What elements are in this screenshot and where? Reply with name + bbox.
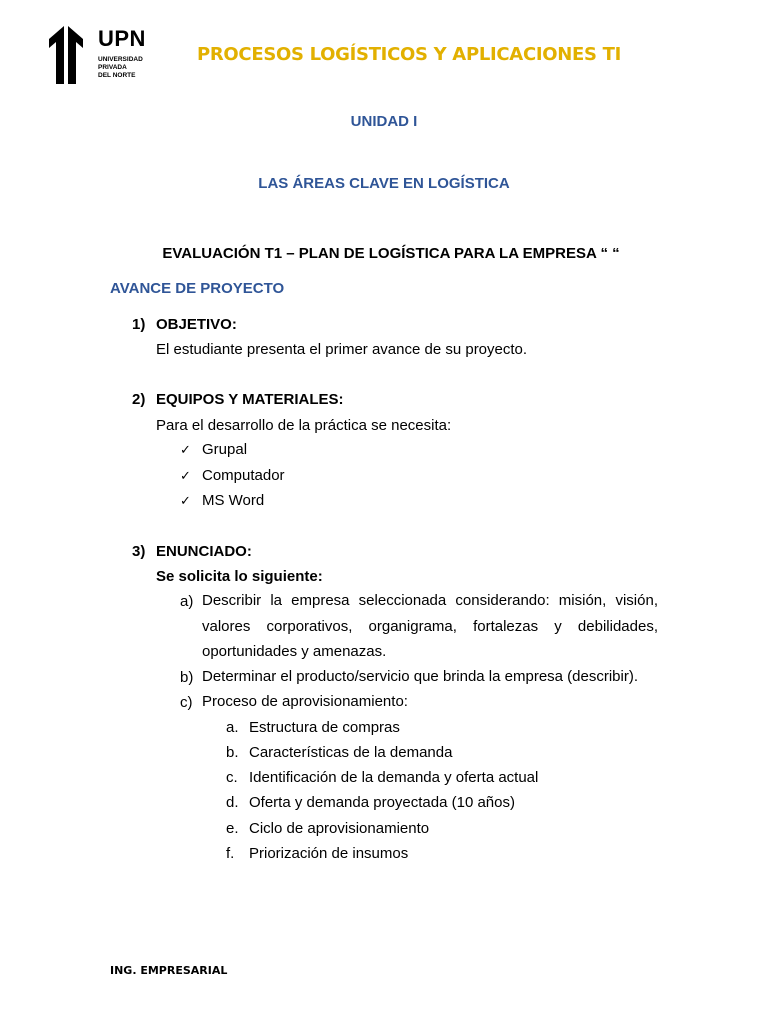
list-item: b) Determinar el producto/servicio que brinda la empresa (describir). bbox=[180, 668, 639, 686]
checkmark-icon: ✓ bbox=[180, 469, 191, 484]
list-item: c. Identificación de la demanda y oferta actual bbox=[226, 769, 539, 786]
section-title: AVANCE DE PROYECTO bbox=[110, 280, 285, 297]
list-item: e. Ciclo de aprovisionamiento bbox=[226, 820, 430, 837]
list-item: ✓ Computador bbox=[180, 467, 285, 484]
checkmark-icon: ✓ bbox=[180, 443, 191, 458]
enunciado-heading: 3) ENUNCIADO: bbox=[132, 543, 252, 560]
list-item: f. Priorización de insumos bbox=[226, 845, 409, 862]
list-item: ✓ MS Word bbox=[180, 492, 265, 509]
equipos-intro: Para el desarrollo de la práctica se necesita: bbox=[156, 417, 452, 434]
logo-subtitle: UNIVERSIDAD PRIVADA DEL NORTE bbox=[98, 56, 143, 79]
topic-title: LAS ÁREAS CLAVE EN LOGÍSTICA bbox=[258, 175, 510, 192]
unit-title: UNIDAD I bbox=[350, 113, 418, 130]
list-item: a. Estructura de compras bbox=[226, 719, 400, 736]
list-item: b. Características de la demanda bbox=[226, 744, 453, 761]
list-item: ✓ Grupal bbox=[180, 441, 248, 458]
course-title: PROCESOS LOGÍSTICOS Y APLICACIONES TI bbox=[196, 44, 622, 65]
equipos-heading: 2) EQUIPOS Y MATERIALES: bbox=[132, 391, 344, 408]
logo-word: UPN bbox=[98, 26, 146, 51]
footer-text: ING. EMPRESARIAL bbox=[110, 964, 228, 977]
evaluation-title: EVALUACIÓN T1 – PLAN DE LOGÍSTICA PARA LA EMPRESA “ “ bbox=[162, 245, 620, 262]
list-item: c) Proceso de aprovisionamiento: bbox=[180, 693, 408, 711]
list-item: d. Oferta y demanda proyectada (10 años) bbox=[226, 794, 515, 811]
enunciado-subheading: Se solicita lo siguiente: bbox=[156, 568, 323, 585]
objetivo-heading: 1) OBJETIVO: bbox=[132, 316, 237, 333]
checkmark-icon: ✓ bbox=[180, 494, 191, 509]
objetivo-text: El estudiante presenta el primer avance de su proyecto. bbox=[156, 341, 528, 358]
list-item: a) Describir la empresa seleccionada considerando: misión, visión, valores corporativos, organigrama, fortalezas y debilidades, oportunidades y amenazas. bbox=[180, 592, 658, 660]
